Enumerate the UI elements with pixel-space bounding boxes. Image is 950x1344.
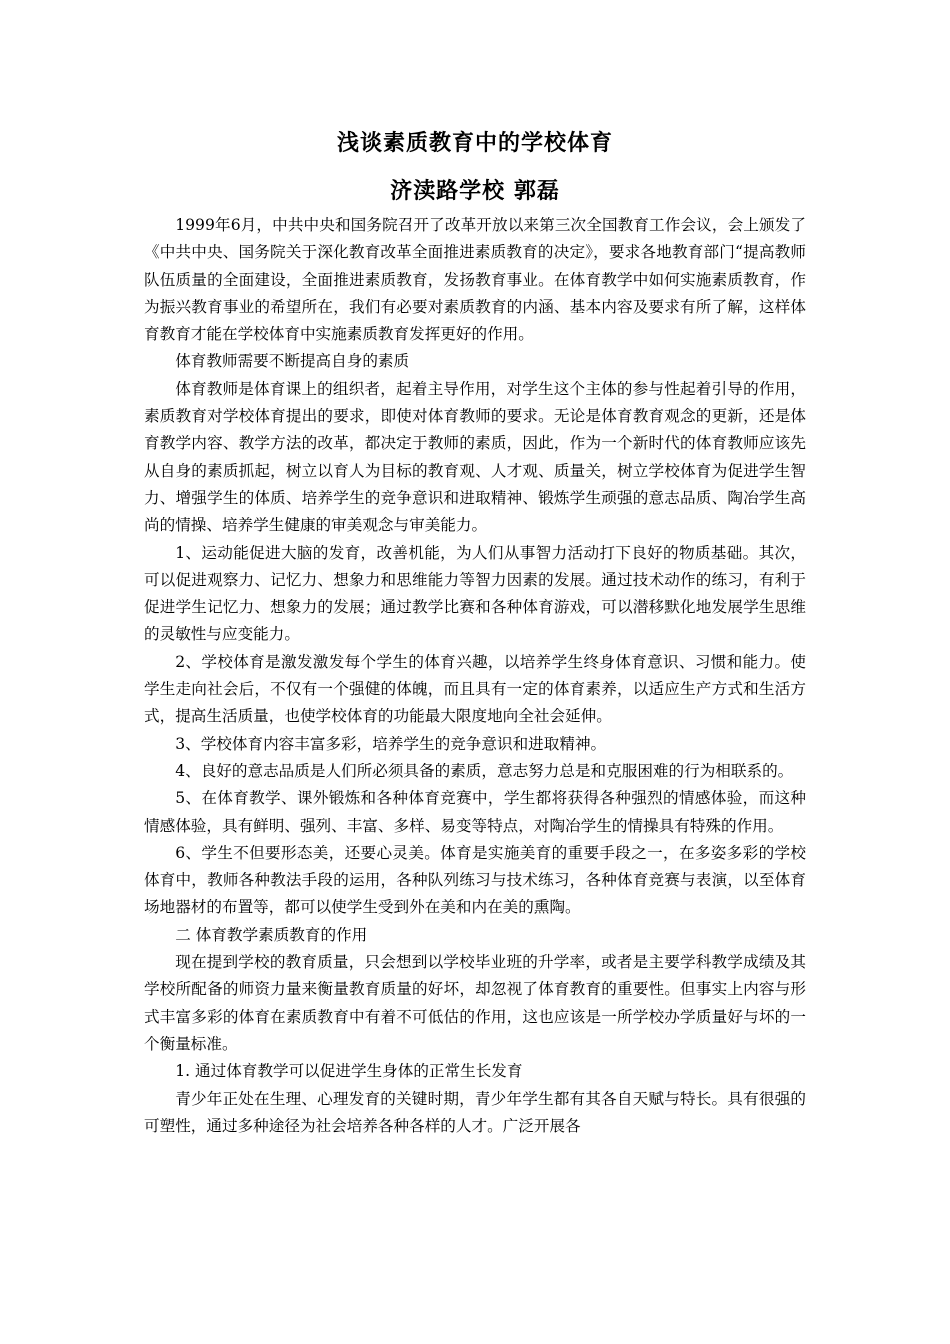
list-item-2: 2、学校体育是激发激发每个学生的体育兴趣，以培养学生终身体育意识、习惯和能力。使学生走向社会后，不仅有一个强健的体魄，而且具有一定的体育素养，以适应生产方式和生活方式，提高生活质量，也使学校体育的功能最大限度地向全社会延伸。 [144, 652, 806, 726]
section-heading-teacher-quality: 体育教师需要不断提高自身的素质 [175, 352, 410, 371]
document-body [144, 212, 806, 1140]
list-item-1: 1、运动能促进大脑的发育，改善机能，为人们从事智力活动打下良好的物质基础。其次，可以促进观察力、记忆力、想象力和思维能力等智力因素的发展。通过技术动作的练习，有利于促进学生记忆力、想象力的发展；通过教学比赛和各种体育游戏，可以潜移默化地发展学生思维的灵敏性与应变能力。 [144, 543, 806, 644]
list-item-5: 5、在体育教学、课外锻炼和各种体育竞赛中，学生都将获得各种强烈的情感体验，而这种情感体验，具有鲜明、强列、丰富、多样、易变等特点，对陶冶学生的情操具有特殊的作用。 [144, 789, 806, 835]
document-page [144, 128, 806, 1140]
paragraph-education-quality: 现在提到学校的教育质量，只会想到以学校毕业班的升学率，或者是主要学科教学成绩及其学校所配备的师资力量来衡量教育质量的好坏，却忽视了体育教育的重要性。但事实上内容与形式丰富多彩的体育在素质教育中有着不可低估的作用，这也应该是一所学校办学质量好与坏的一个衡量标准。 [144, 953, 806, 1053]
paragraph-teacher-role: 体育教师是体育课上的组织者，起着主导作用，对学生这个主体的参与性起着引导的作用，素质教育对学校体育提出的要求，即使对体育教师的要求。无论是体育教育观念的更新，还是体育教学内容、教学方法的改革，都决定于教师的素质，因此，作为一个新时代的体育教师应该先从自身的素质抓起，树立以育人为目标的教育观、人才观、质量关，树立学校体育为促进学生智力、增强学生的体质、培养学生的竞争意识和进取精神、锻炼学生顽强的意志品质、陶冶学生高尚的情操、培养学生健康的审美观念与审美能力。 [144, 379, 806, 535]
section-heading-two: 二 体育教学素质教育的作用 [175, 925, 368, 944]
author-line: 济渎路学校 郭磊 [390, 178, 560, 204]
document-title: 浅谈素质教育中的学校体育 [336, 130, 613, 156]
paragraph-youth: 青少年正处在生理、心理发育的关键时期，青少年学生都有其各自天赋与特长。具有很强的可塑性，通过多种途径为社会培养各种各样的人才。广泛开展各 [144, 1089, 806, 1135]
list-item-6: 6、学生不但要形态美，还要心灵美。体育是实施美育的重要手段之一，在多姿多彩的学校体育中，教师各种教法手段的运用，各种队列练习与技术练习，各种体育竞赛与表演，以至体育场地器材的布置等，都可以使学生受到外在美和内在美的熏陶。 [144, 843, 806, 917]
list-item-3: 3、学校体育内容丰富多彩，培养学生的竞争意识和进取精神。 [175, 734, 607, 753]
paragraph-intro: 1999年6月，中共中央和国务院召开了改革开放以来第三次全国教育工作会议，会上颁发了《中共中央、国务院关于深化教育改革全面推进素质教育的决定》，要求各地教育部门“提高教师队伍质量的全面建设，全面推进素质教育，发扬教育事业。在体育教学中如何实施素质教育，作为振兴教育事业的希望所在，我们有必要对素质教育的内涵、基本内容及要求有所了解，这样体育教育才能在学校体育中实施素质教育发挥更好的作用。 [144, 216, 806, 344]
list-item-4: 4、良好的意志品质是人们所必须具备的素质，意志努力总是和克服困难的行为相联系的。 [175, 761, 794, 780]
subheading-growth: 1. 通过体育教学可以促进学生身体的正常生长发育 [175, 1062, 523, 1081]
